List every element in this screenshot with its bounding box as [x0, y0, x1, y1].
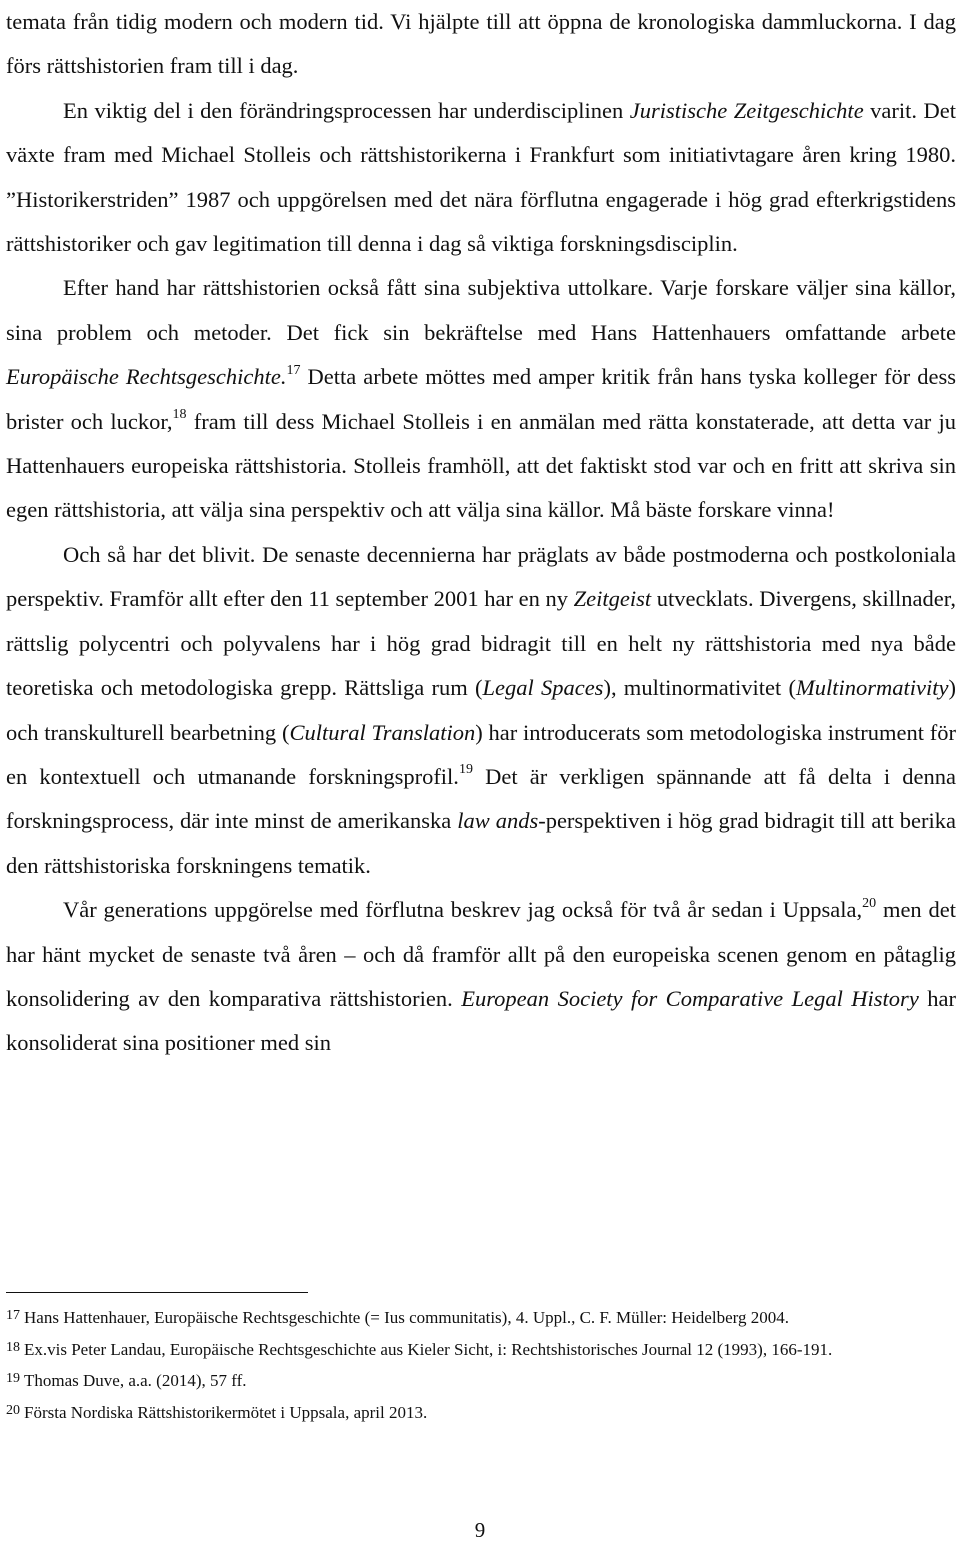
footnote-ref[interactable]: 20 [862, 895, 877, 911]
italic-term: Legal Spaces [482, 675, 604, 701]
footnote-20 [6, 1400, 956, 1429]
footnote-18 [6, 1337, 956, 1366]
paragraph-text: Och så har det blivit. De senaste decennierna har präglats av både postmoderna och postkoloniala perspektiv. Framför allt efter den 11 september 2001 har en ny [6, 541, 956, 612]
paragraph-text: har konsoliderat sina positioner med sin [6, 985, 956, 1056]
paragraph-text: ) har introducerats som metodologiska instrument för en kontextuell och utmanande forskningsprofil. [6, 719, 957, 789]
footnote-ref[interactable]: 17 [286, 362, 301, 378]
footnote-number: 18 [6, 1339, 20, 1355]
footnote-number: 17 [6, 1308, 20, 1323]
footnote-ref[interactable]: 19 [458, 762, 473, 778]
italic-term: Juristische Zeitgeschichte [629, 97, 864, 123]
paragraph-text: Efter hand har rättshistorien också fått sina subjektiva uttolkare. Varje forskare väljer sina källor, sina problem och metoder. Det fick sin bekräftelse med Hans Hattenhauers omfattande arbete [6, 275, 956, 345]
footnotes [6, 1305, 956, 1431]
paragraph-text: ), multinormativitet ( [603, 675, 797, 701]
page-number: 9 [474, 1518, 486, 1542]
footnote-19 [6, 1368, 956, 1397]
paragraph-text: Det är verkligen spännande att få delta i denna forskningsprocess, där inte minst de amerikanska [6, 763, 956, 834]
footnote-ref[interactable]: 18 [172, 407, 187, 423]
footnote-text: Thomas Duve, a.a. (2014), 57 ff. [24, 1371, 247, 1390]
paragraph-text: Vår generations uppgörelse med förflutna beskrev jag också för två år sedan i Uppsala, [63, 897, 863, 923]
paragraph-text: varit. Det växte fram med Michael Stolleis och rättshistorikerna i Frankfurt som initiativtagare åren kring 1980. ”Historikerstriden” 1987 och uppgörelsen med det nära förflutna engagerade i hög grad efterkrigstidens rättshistoriker och gav legitimation till denna i dag så viktiga forskningsdisciplin. [6, 97, 957, 257]
paragraph-text: -perspektiven i hög grad bidragit till att berika den rättshistoriska forskningens tematik. [6, 808, 956, 878]
paragraph-text: ) och transkulturell bearbetning ( [6, 675, 957, 745]
italic-term: law ands [457, 808, 539, 834]
paragraph-5 [6, 888, 956, 1066]
paragraph-1 [6, 0, 956, 89]
paragraph-text: fram till dess Michael Stolleis i en anmälan med rätta konstaterade, att detta var ju Hattenhauers europeiska rättshistoria. Stolleis framhöll, att det faktiskt stod var och en fritt att skriva sin egen rättshistoria, att välja sina perspektiv och att välja sina källor. Må bäste forskare vinna! [6, 408, 956, 523]
italic-term: European Society for Comparative Legal History [461, 985, 919, 1011]
main-text [6, 0, 956, 1066]
paragraph-text: men det har hänt mycket de senaste två åren – och då framför allt på den europeiska scenen genom en påtaglig konsolidering av den komparativa rättshistorien. [6, 897, 956, 1011]
footnote-text: Ex.vis Peter Landau, Europäische Rechtsgeschichte aus Kieler Sicht, i: Rechtshistorisches Journal 12 (1993), 166-191. [24, 1339, 833, 1359]
paragraph-3 [6, 266, 956, 532]
paragraph-2 [6, 89, 956, 267]
footnote-number: 20 [6, 1402, 20, 1418]
paragraph-text: En viktig del i den förändringsprocessen har underdisciplinen [63, 97, 630, 123]
page-body [6, 0, 956, 1066]
footnote-text: Första Nordiska Rättshistorikermötet i Uppsala, april 2013. [24, 1402, 428, 1422]
footnote-17 [6, 1305, 956, 1334]
paragraph-text: Detta arbete möttes med amper kritik från hans tyska kolleger för dess brister och luckor, [6, 364, 956, 434]
italic-title: Europäische Rechtsgeschichte. [6, 364, 287, 390]
italic-term: Multinormativity [796, 675, 949, 701]
footnote-number: 19 [6, 1371, 20, 1386]
paragraph-4 [6, 533, 956, 888]
footnote-text: Hans Hattenhauer, Europäische Rechtsgeschichte (= Ius communitatis), 4. Uppl., C. F. Müller: Heidelberg 2004. [24, 1308, 789, 1327]
italic-term: Zeitgeist [573, 586, 652, 612]
paragraph-text: temata från tidig modern och modern tid. Vi hjälpte till att öppna de kronologiska dammluckorna. I dag förs rättshistorien fram till i dag. [6, 9, 956, 79]
italic-term: Cultural Translation [289, 719, 476, 745]
footnote-separator [6, 1292, 308, 1293]
paragraph-text: utvecklats. Divergens, skillnader, rättslig polycentri och polyvalens har i hög grad bidragit till en helt ny rättshistoria med nya både teoretiska och metodologiska grepp. Rättsliga rum ( [6, 586, 956, 701]
